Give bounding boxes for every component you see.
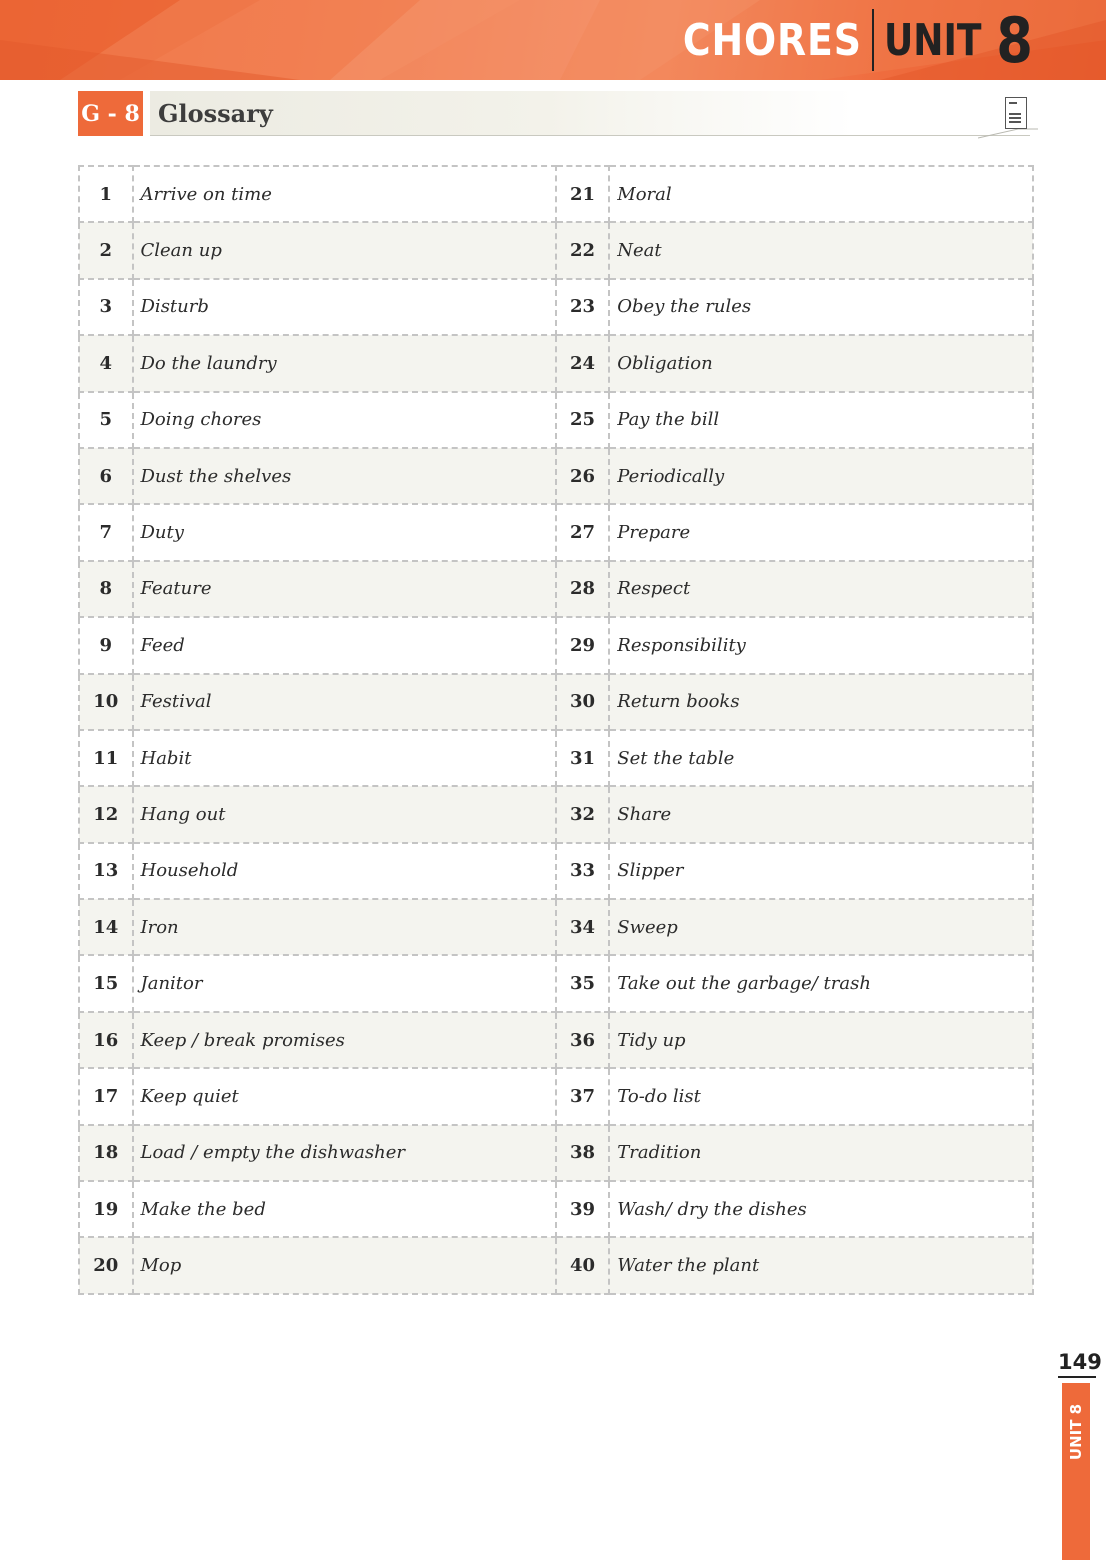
entry-number: 18 xyxy=(79,1125,133,1181)
entry-number: 11 xyxy=(79,730,133,786)
entry-number: 12 xyxy=(79,786,133,842)
entry-number: 21 xyxy=(556,166,610,222)
table-row xyxy=(79,617,1033,673)
entry-term: Do the laundry xyxy=(133,335,556,391)
table-row xyxy=(79,335,1033,391)
entry-number: 19 xyxy=(79,1181,133,1237)
entry-number: 24 xyxy=(556,335,610,391)
entry-term: Duty xyxy=(133,504,556,560)
entry-number: 38 xyxy=(556,1125,610,1181)
table-row xyxy=(79,1125,1033,1181)
entry-term: Keep quiet xyxy=(133,1068,556,1124)
side-tab-label: UNIT 8 xyxy=(1067,1403,1085,1461)
table-row xyxy=(79,392,1033,448)
table-row xyxy=(79,899,1033,955)
table-row xyxy=(79,955,1033,1011)
entry-term: Tidy up xyxy=(609,1012,1033,1068)
unit-number: 8 xyxy=(996,3,1033,77)
entry-number: 4 xyxy=(79,335,133,391)
entry-term: Doing chores xyxy=(133,392,556,448)
table-row xyxy=(79,730,1033,786)
entry-term: Feed xyxy=(133,617,556,673)
entry-term: Responsibility xyxy=(609,617,1033,673)
section-bar xyxy=(150,91,1030,136)
entry-number: 10 xyxy=(79,674,133,730)
entry-term: Keep / break promises xyxy=(133,1012,556,1068)
table-row xyxy=(79,786,1033,842)
header-banner xyxy=(0,0,1106,80)
entry-number: 20 xyxy=(79,1237,133,1293)
entry-number: 2 xyxy=(79,222,133,278)
entry-term: Obligation xyxy=(609,335,1033,391)
table-row xyxy=(79,1181,1033,1237)
entry-term: Mop xyxy=(133,1237,556,1293)
banner-title xyxy=(652,3,1036,77)
table-row xyxy=(79,561,1033,617)
entry-term: Make the bed xyxy=(133,1181,556,1237)
entry-number: 28 xyxy=(556,561,610,617)
entry-number: 27 xyxy=(556,504,610,560)
entry-number: 6 xyxy=(79,448,133,504)
entry-term: Tradition xyxy=(609,1125,1033,1181)
entry-term: Sweep xyxy=(609,899,1033,955)
entry-number: 14 xyxy=(79,899,133,955)
entry-term: Moral xyxy=(609,166,1033,222)
entry-term: Obey the rules xyxy=(609,279,1033,335)
entry-term: Prepare xyxy=(609,504,1033,560)
entry-number: 31 xyxy=(556,730,610,786)
table-row xyxy=(79,1068,1033,1124)
entry-term: Household xyxy=(133,843,556,899)
table-row xyxy=(79,279,1033,335)
page-number: 149 xyxy=(1058,1350,1096,1378)
entry-number: 16 xyxy=(79,1012,133,1068)
entry-number: 30 xyxy=(556,674,610,730)
entry-number: 3 xyxy=(79,279,133,335)
chapter-title: CHORES xyxy=(682,14,862,66)
entry-number: 17 xyxy=(79,1068,133,1124)
entry-term: Set the table xyxy=(609,730,1033,786)
entry-number: 15 xyxy=(79,955,133,1011)
table-row xyxy=(79,448,1033,504)
table-row xyxy=(79,222,1033,278)
entry-number: 33 xyxy=(556,843,610,899)
entry-term: Water the plant xyxy=(609,1237,1033,1293)
entry-term: Periodically xyxy=(609,448,1033,504)
entry-term: Pay the bill xyxy=(609,392,1033,448)
table-row xyxy=(79,504,1033,560)
entry-number: 23 xyxy=(556,279,610,335)
glossary-table xyxy=(78,165,1034,1295)
entry-term: Feature xyxy=(133,561,556,617)
entry-term: Load / empty the dishwasher xyxy=(133,1125,556,1181)
entry-term: Habit xyxy=(133,730,556,786)
entry-term: Hang out xyxy=(133,786,556,842)
entry-number: 5 xyxy=(79,392,133,448)
entry-term: Festival xyxy=(133,674,556,730)
entry-term: Disturb xyxy=(133,279,556,335)
entry-number: 8 xyxy=(79,561,133,617)
entry-number: 29 xyxy=(556,617,610,673)
section-header xyxy=(78,91,1040,136)
entry-number: 13 xyxy=(79,843,133,899)
entry-term: Take out the garbage/ trash xyxy=(609,955,1033,1011)
entry-number: 1 xyxy=(79,166,133,222)
title-divider xyxy=(872,9,874,71)
entry-term: Janitor xyxy=(133,955,556,1011)
table-row xyxy=(79,843,1033,899)
entry-term: Iron xyxy=(133,899,556,955)
entry-number: 35 xyxy=(556,955,610,1011)
entry-term: Respect xyxy=(609,561,1033,617)
entry-number: 25 xyxy=(556,392,610,448)
table-row xyxy=(79,1012,1033,1068)
section-badge: G - 8 xyxy=(78,91,143,136)
entry-term: Dust the shelves xyxy=(133,448,556,504)
section-title: Glossary xyxy=(158,99,273,128)
entry-term: Clean up xyxy=(133,222,556,278)
document-icon xyxy=(1005,97,1027,129)
entry-term: Neat xyxy=(609,222,1033,278)
entry-number: 32 xyxy=(556,786,610,842)
entry-term: To-do list xyxy=(609,1068,1033,1124)
unit-label: UNIT xyxy=(883,14,982,66)
table-row xyxy=(79,674,1033,730)
entry-number: 22 xyxy=(556,222,610,278)
entry-term: Slipper xyxy=(609,843,1033,899)
entry-number: 37 xyxy=(556,1068,610,1124)
entry-number: 7 xyxy=(79,504,133,560)
entry-number: 39 xyxy=(556,1181,610,1237)
table-row xyxy=(79,166,1033,222)
entry-number: 34 xyxy=(556,899,610,955)
entry-term: Return books xyxy=(609,674,1033,730)
entry-term: Wash/ dry the dishes xyxy=(609,1181,1033,1237)
entry-term: Arrive on time xyxy=(133,166,556,222)
entry-term: Share xyxy=(609,786,1033,842)
table-row xyxy=(79,1237,1033,1293)
entry-number: 26 xyxy=(556,448,610,504)
entry-number: 36 xyxy=(556,1012,610,1068)
side-tab xyxy=(1062,1383,1090,1560)
entry-number: 40 xyxy=(556,1237,610,1293)
entry-number: 9 xyxy=(79,617,133,673)
